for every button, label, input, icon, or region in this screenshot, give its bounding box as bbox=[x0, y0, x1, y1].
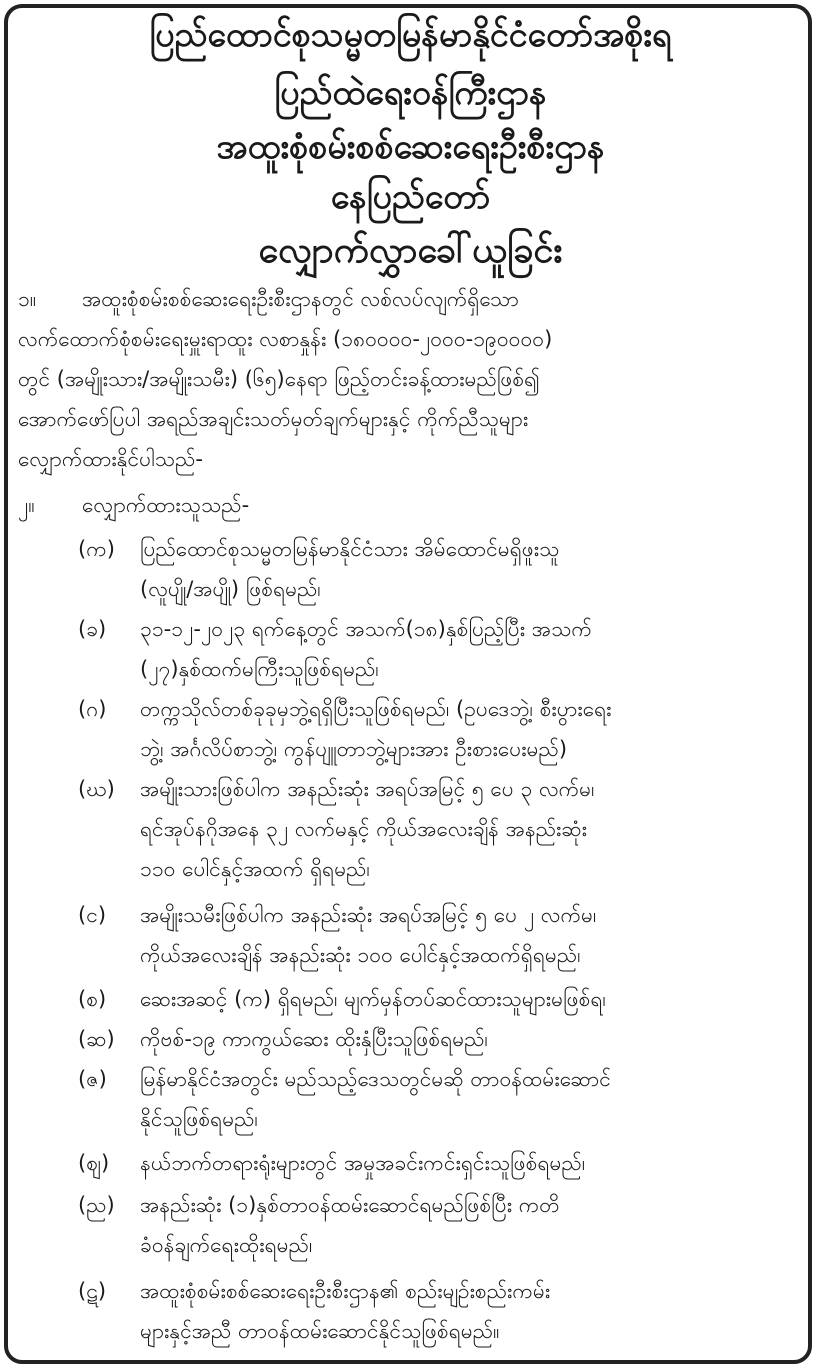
item-mark: (င) bbox=[78, 903, 107, 927]
item-line: အမျိုးသားဖြစ်ပါက အနည်းဆုံး အရပ်အမြင့် ၅ ပေ ၃ လက်မ၊ bbox=[140, 777, 595, 801]
item-line: (လူပျို/အပျို) ဖြစ်ရမည်၊ bbox=[140, 577, 321, 601]
item-line: ဆေးအဆင့် (က) ရှိရမည်၊ မျက်မှန်တပ်ဆင်ထားသူများမဖြစ်ရ၊ bbox=[140, 987, 606, 1011]
item-mark: (ဂ) bbox=[78, 697, 107, 721]
header-government: ပြည်ထောင်စုသမ္မတမြန်မာနိုင်ငံတော်အစိုးရ bbox=[149, 15, 672, 55]
item-line: ကိုယ်အလေးချိန် အနည်းဆုံး ၁၀၀ ပေါင်နှင့်အထက်ရှိရမည်၊ bbox=[140, 943, 581, 967]
para1-line: အောက်ဖော်ပြပါ အရည်အချင်းသတ်မှတ်ချက်များနှင့် ကိုက်ညီသူများ bbox=[18, 407, 529, 431]
header-ministry: ပြည်ထဲရေးဝန်ကြီးဌာန bbox=[274, 73, 547, 113]
para1-line: လက်ထောက်စုံစမ်းရေးမှူးရာထူး လစာနှုန်း (၁၈၀၀၀၀-၂၀၀၀-၁၉၀၀၀၀) bbox=[18, 327, 553, 351]
item-line: ဘွဲ့၊ အင်္ဂလိပ်စာဘွဲ့၊ ကွန်ပျူတာဘွဲ့များအား ဦးစားပေးမည်) bbox=[140, 737, 568, 761]
item-line: (၂၇)နှစ်ထက်မကြီးသူဖြစ်ရမည်၊ bbox=[140, 657, 379, 681]
item-line: နိုင်သူဖြစ်ရမည်၊ bbox=[140, 1107, 258, 1131]
para1-line: တွင် (အမျိုးသား/အမျိုးသမီး) (၆၅)နေရာ ဖြည့်တင်းခန့်ထားမည်ဖြစ်၍ bbox=[18, 367, 540, 391]
item-line: ရင်အုပ်နဂိုအနေ ၃၂ လက်မနှင့် ကိုယ်အလေးချိန် အနည်းဆုံး bbox=[140, 817, 587, 841]
para1-number: ၁။ bbox=[18, 287, 37, 311]
item-line: ၁၁၀ ပေါင်နှင့်အထက် ရှိရမည်၊ bbox=[140, 857, 370, 881]
item-line: ၃၁-၁၂-၂၀၂၃ ရက်နေ့တွင် အသက်(၁၈)နှစ်ပြည့်ပြီး အသက် bbox=[140, 617, 592, 641]
item-mark: (ဇ) bbox=[78, 1067, 107, 1091]
para1-line: လျှောက်ထားနိုင်ပါသည်- bbox=[18, 447, 203, 471]
header-location: နေပြည်တော် bbox=[330, 177, 491, 217]
para2-title: လျှောက်ထားသူသည်- bbox=[82, 493, 250, 517]
item-line: နယ်ဘက်တရားရုံးများတွင် အမှုအခင်းကင်းရှင်းသူဖြစ်ရမည်၊ bbox=[140, 1151, 586, 1175]
item-line: တက္ကသိုလ်တစ်ခုခုမှဘွဲ့ရရှိပြီးသူဖြစ်ရမည်၊ (ဥပဒေဘွဲ့၊ စီးပွားရေး bbox=[140, 697, 612, 721]
item-mark: (ည) bbox=[78, 1193, 115, 1217]
item-line: အနည်းဆုံး (၁)နှစ်တာဝန်ထမ်းဆောင်ရမည်ဖြစ်ပြီး ကတိ bbox=[140, 1193, 560, 1217]
item-mark: (ဋ) bbox=[78, 1279, 107, 1303]
item-line: အထူးစုံစမ်းစစ်ဆေးရေးဦးစီးဌာန၏ စည်းမျဉ်းစည်းကမ်း bbox=[140, 1279, 551, 1303]
item-line: ခံဝန်ချက်ရေးထိုးရမည်၊ bbox=[140, 1233, 313, 1257]
item-line: မြန်မာနိုင်ငံအတွင်း မည်သည့်ဒေသတွင်မဆို တာဝန်ထမ်းဆောင် bbox=[140, 1067, 611, 1091]
item-mark: (ဆ) bbox=[78, 1027, 115, 1051]
item-mark: (ဈ) bbox=[78, 1151, 110, 1175]
header-announcement-title: လျှောက်လွှာခေါ်ယူခြင်း bbox=[258, 230, 563, 271]
item-line: ပြည်ထောင်စုသမ္မတမြန်မာနိုင်ငံသား အိမ်ထောင်မရှိဖူးသူ bbox=[140, 537, 560, 561]
item-line: များနှင့်အညီ တာဝန်ထမ်းဆောင်နိုင်သူဖြစ်ရမည်။ bbox=[140, 1319, 500, 1343]
item-mark: (က) bbox=[78, 537, 115, 561]
header-department: အထူးစုံစမ်းစစ်ဆေးရေးဦးစီးဌာန bbox=[216, 127, 605, 167]
item-mark: (ဃ) bbox=[78, 777, 115, 801]
item-line: အမျိုးသမီးဖြစ်ပါက အနည်းဆုံး အရပ်အမြင့် ၅ ပေ ၂ လက်မ၊ bbox=[140, 903, 597, 927]
para1-line: အထူးစုံစမ်းစစ်ဆေးရေးဦးစီးဌာနတွင် လစ်လပ်လျက်ရှိသော bbox=[82, 287, 519, 311]
item-line: ကိုဗစ်-၁၉ ကာကွယ်ဆေး ထိုးနှံပြီးသူဖြစ်ရမည်၊ bbox=[140, 1027, 488, 1051]
para2-number: ၂။ bbox=[18, 493, 35, 517]
item-mark: (ခ) bbox=[78, 617, 107, 641]
item-mark: (စ) bbox=[78, 987, 107, 1011]
